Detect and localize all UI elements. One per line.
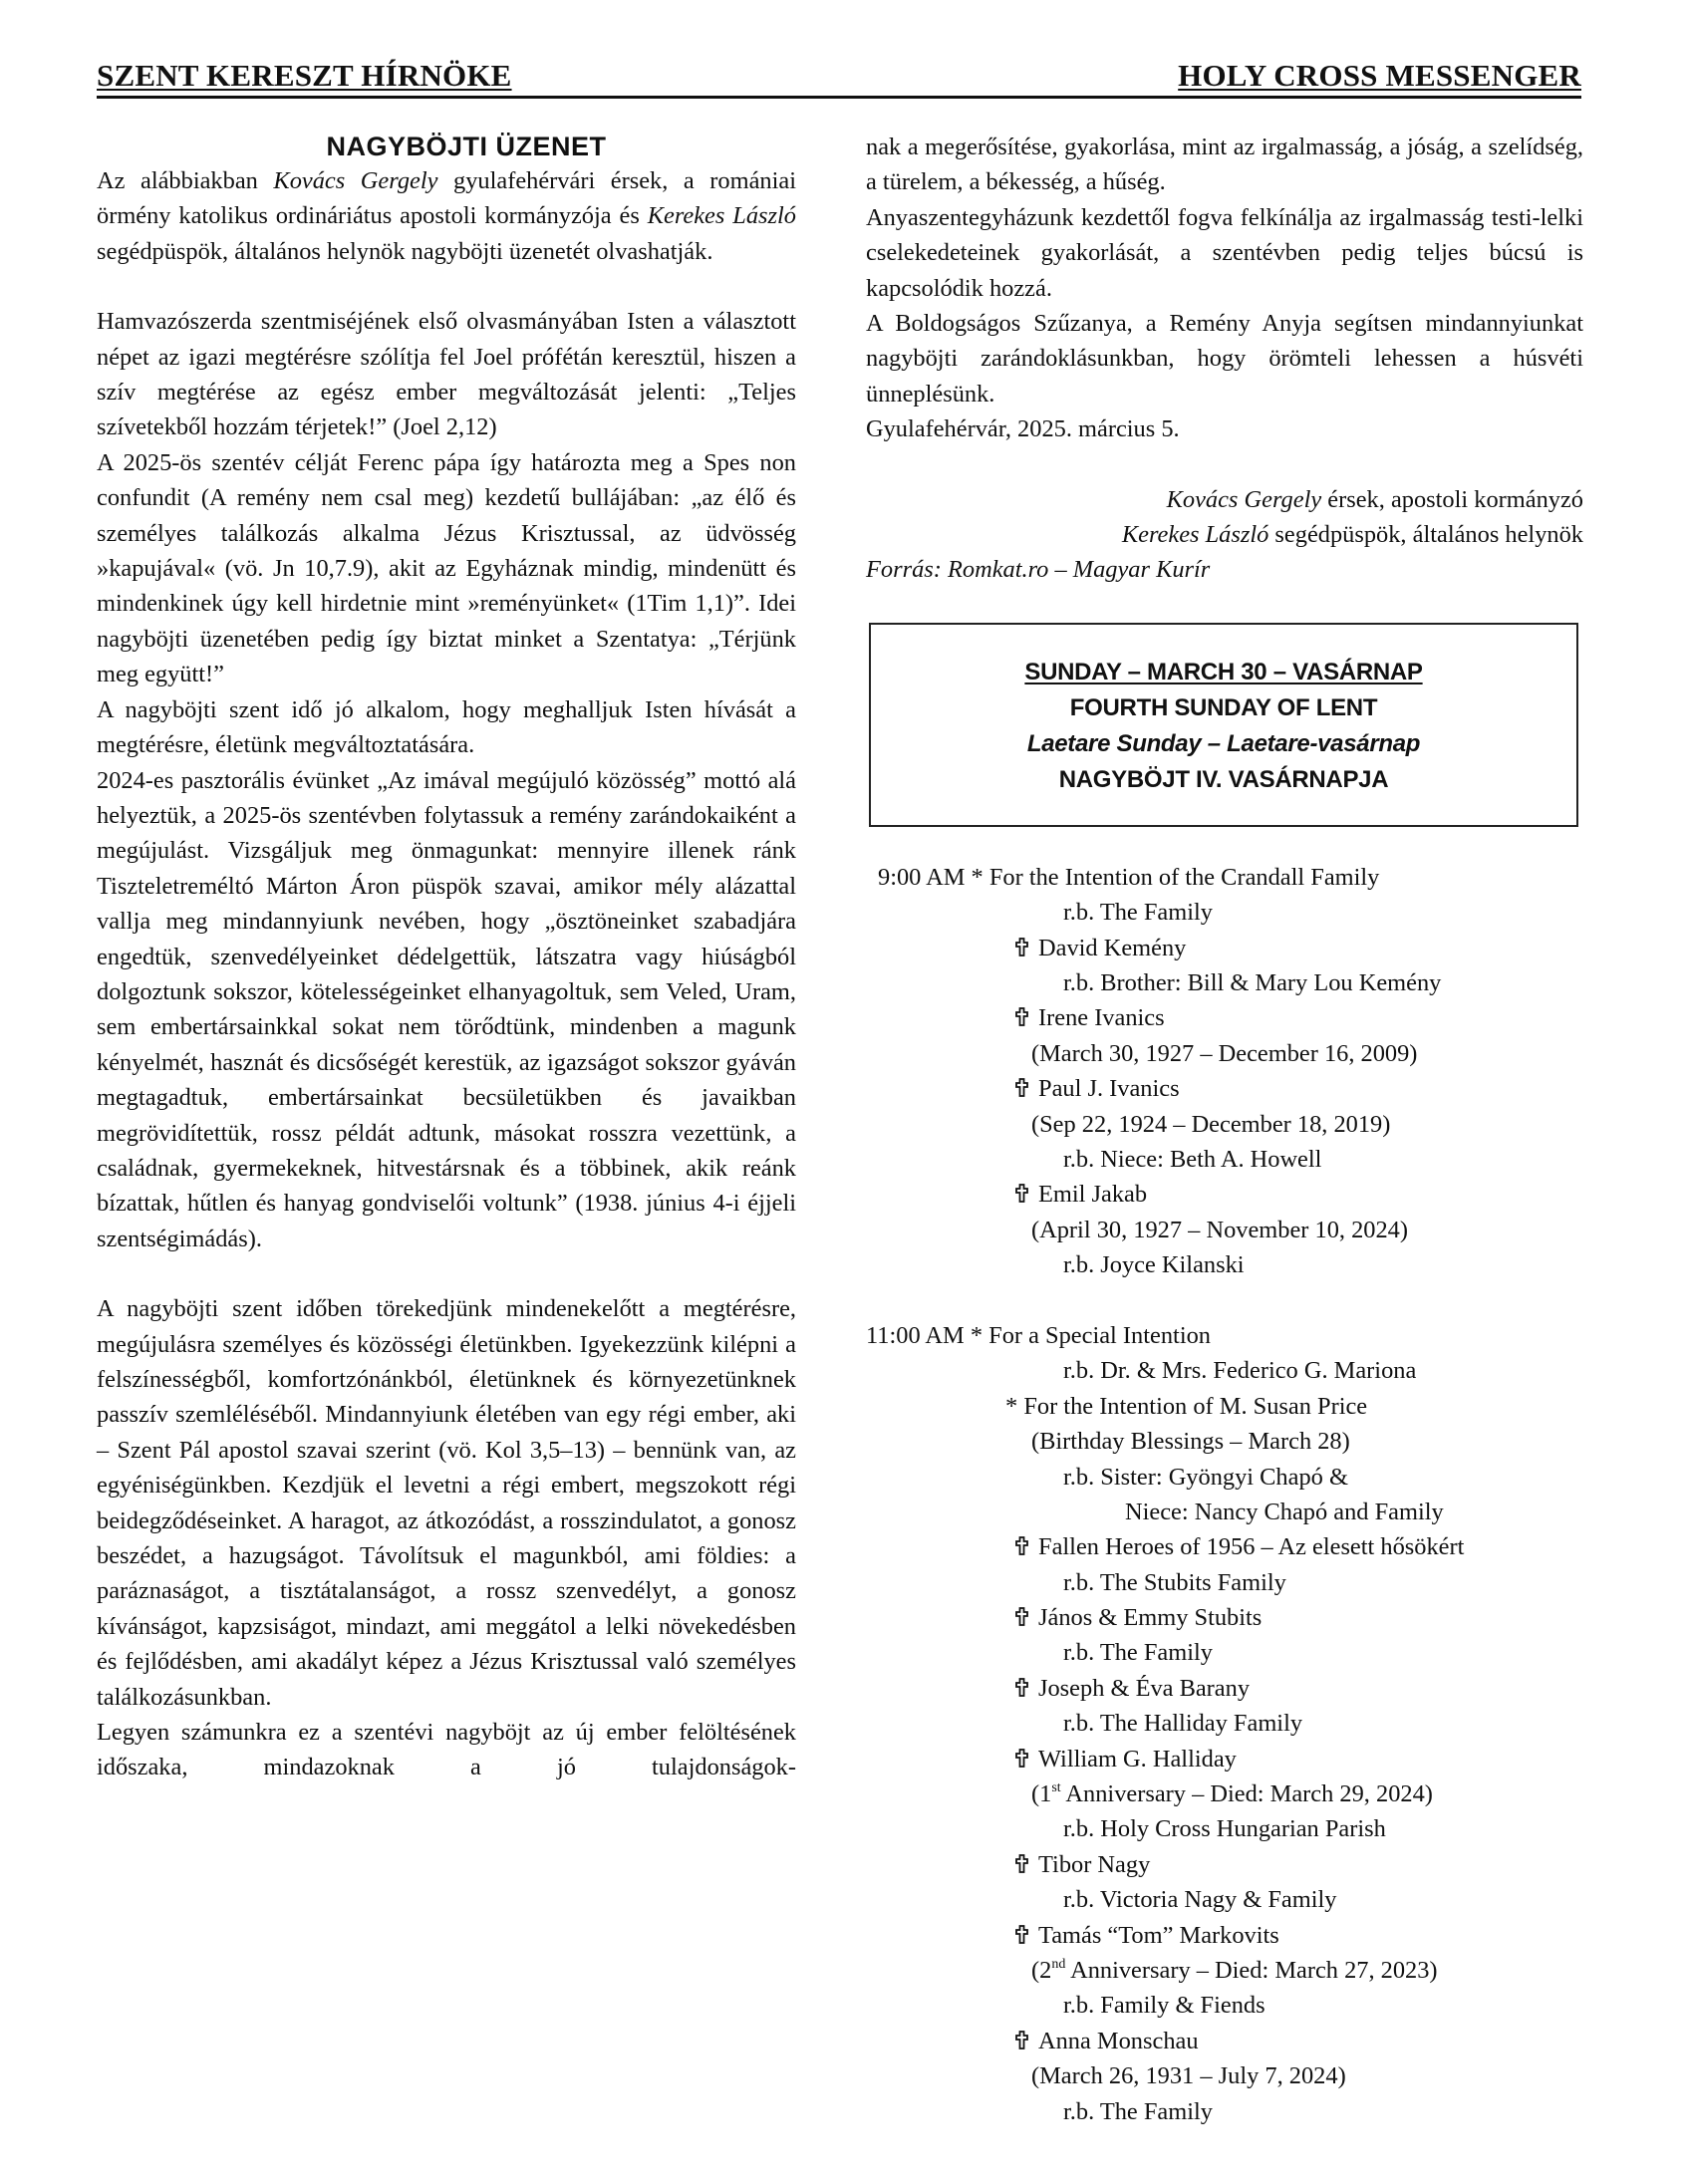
requested-by-text: r.b. Brother: Bill & Mary Lou Kemény xyxy=(1063,969,1442,997)
article-paragraph: A Boldogságos Szűzanya, a Remény Anyja segítsen mindannyiunkat nagyböjti zarándoklásunkban, hogy örömteli lehessen a húsvéti ünneplésünk. xyxy=(866,310,1583,408)
liturgy-feast-hungarian: NAGYBÖJT IV. VASÁRNAPJA xyxy=(1058,765,1389,793)
requested-by xyxy=(866,1495,1583,1529)
requested-by-text: r.b. Joyce Kilanski xyxy=(1063,1251,1245,1279)
requested-by-text: r.b. Victoria Nagy & Family xyxy=(1063,1886,1337,1914)
deceased-entry xyxy=(866,1918,1583,1953)
signatory-name: Kerekes László xyxy=(1121,521,1269,549)
deceased-entry xyxy=(866,2024,1583,2058)
masthead-title-english: HOLY CROSS MESSENGER xyxy=(1178,58,1581,93)
signature xyxy=(866,517,1583,552)
liturgy-feast-english: FOURTH SUNDAY OF LENT xyxy=(1069,693,1378,721)
life-dates xyxy=(866,2058,1583,2093)
deceased-entry xyxy=(866,1600,1583,1635)
signatory-name: Kovács Gergely xyxy=(1166,485,1322,513)
source-credit: Forrás: Romkat.ro – Magyar Kurír xyxy=(866,556,1211,584)
deceased-name: Irene Ivanics xyxy=(1038,1004,1165,1032)
deceased-entry xyxy=(866,1529,1583,1564)
ordinal-suffix: nd xyxy=(1051,1956,1066,1972)
deceased-entry xyxy=(866,1071,1583,1106)
requested-by-text: r.b. The Halliday Family xyxy=(1063,1710,1303,1738)
deceased-name: János & Emmy Stubits xyxy=(1038,1604,1263,1632)
anniversary-text: Anniversary – Died: March 29, 2024) xyxy=(1060,1780,1433,1808)
intro-text: Az alábbiakban xyxy=(97,167,274,194)
deceased-name: Joseph & Éva Barany xyxy=(1038,1674,1251,1702)
article-paragraph: A nagyböjti szent időben törekedjünk mindenekelőtt a megtérésre, megújulásra személyes és közösségi életünkben. Igyekezzünk kilépni a felszínességből, komfortzónánkból, életünknek és környezetünknek passzív szemléléséből. Mindannyiunk életében van egy régi ember, aki – Szent Pál apostol szavai szerint (vö. Kol 3,5–13) – bennünk van, az egyéniségünkben. Kezdjük el levetni a régi embert, megszokott régi beidegződéseinket. A haragot, az átkozódást, a rosszindulatot, a gonosz beszédet, a hazugságot. Távolítsuk el magunkból, ami földies: a paráznaságot, a tisztátalanságot, a rossz szenvedélyt, a gonosz kívánságot, kapzsiságot, mindazt, ami meggátol a lelki növekedésben és fejlődésben, ami akadályt képez a Jézus Krisztussal való személyes találkozásunkban. xyxy=(97,1295,796,1711)
intention-text: For the Intention of the Crandall Family xyxy=(988,863,1380,891)
liturgy-box xyxy=(869,623,1578,827)
article-paragraph: A nagyböjti szent idő jó alkalom, hogy meghalljuk Isten hívását a megtérésre, életünk megváltoztatására. xyxy=(97,695,796,759)
requested-by xyxy=(866,2094,1583,2129)
article-title: NAGYBÖJTI ÜZENET xyxy=(326,132,607,161)
right-column xyxy=(866,130,1583,2129)
latin-cross-icon xyxy=(1015,1854,1028,1873)
intention-marker: * xyxy=(970,1321,984,1349)
intro-text: gyulafehérvári érsek, a romániai örmény katolikus ordináriátus apostoli kormányzója és xyxy=(97,167,797,230)
life-dates xyxy=(866,1213,1583,1247)
requested-by xyxy=(866,1635,1583,1670)
liturgy-feast-subtitle: Laetare Sunday – Laetare-vasárnap xyxy=(1026,729,1421,757)
ordinal-suffix: st xyxy=(1051,1780,1061,1796)
latin-cross-icon xyxy=(1015,1678,1028,1697)
masthead-title-hungarian: SZENT KERESZT HÍRNÖKE xyxy=(97,58,512,93)
requested-by xyxy=(866,1811,1583,1846)
latin-cross-icon xyxy=(1015,1607,1028,1626)
intention-text: For the Intention of M. Susan Price xyxy=(1023,1392,1368,1420)
deceased-name: William G. Halliday xyxy=(1038,1745,1237,1773)
liturgy-date: SUNDAY – MARCH 30 – VASÁRNAP xyxy=(1024,658,1423,685)
mass-time-entry xyxy=(866,1318,1583,1353)
mass-time: 11:00 AM xyxy=(866,1321,965,1349)
intention-marker: * xyxy=(1005,1392,1018,1420)
requested-by xyxy=(866,1247,1583,1282)
deceased-entry xyxy=(866,1671,1583,1706)
deceased-entry xyxy=(866,1847,1583,1882)
latin-cross-icon xyxy=(1015,938,1028,956)
signatory-role: érsek, apostoli kormányzó xyxy=(1321,485,1583,513)
deceased-name: Anna Monschau xyxy=(1038,2027,1199,2054)
deceased-entry xyxy=(866,1000,1583,1035)
mass-time: 9:00 AM xyxy=(878,863,966,891)
deceased-name: David Kemény xyxy=(1038,934,1187,961)
deceased-entry xyxy=(866,1177,1583,1212)
latin-cross-icon xyxy=(1015,1536,1028,1555)
latin-cross-icon xyxy=(1015,1749,1028,1768)
requested-by xyxy=(866,1565,1583,1600)
requested-by-text: Niece: Nancy Chapó and Family xyxy=(1125,1498,1444,1525)
article-intro xyxy=(97,163,796,269)
intention-entry xyxy=(866,1389,1583,1424)
article-paragraph: A 2025-ös szentév célját Ferenc pápa így határozta meg a Spes non confundit (A remény nem csal meg) kezdetű bullájában: „az élő és személyes találkozás alkalma Jézus Krisztussal, az üdvösség »kapujával« (vö. Jn 10,7.9), akit az Egyháznak mindig, mindenütt és mindenkinek úgy kell hirdetnie mint »reményünket« (1Tim 1,1)”. Idei nagyböjti üzenetében pedig így biztat minket a Szentatya: „Térjünk meg együtt!” xyxy=(97,448,796,688)
deceased-name: Paul J. Ivanics xyxy=(1038,1075,1180,1103)
requested-by-text: r.b. The Family xyxy=(1063,899,1213,927)
article-paragraph: Legyen számunkra ez a szentévi nagyböjt az új ember felöltésének időszaka, mindazoknak a jó tulajdonságok- xyxy=(97,1719,796,1781)
deceased-entry xyxy=(866,1742,1583,1776)
latin-cross-icon xyxy=(1015,1007,1028,1026)
mass-time-entry xyxy=(866,860,1583,895)
left-column xyxy=(97,130,796,1785)
signature xyxy=(866,482,1583,517)
author-name: Kerekes László xyxy=(647,202,796,230)
requested-by-text: r.b. Holy Cross Hungarian Parish xyxy=(1063,1815,1386,1843)
intention-marker: * xyxy=(971,863,984,891)
life-dates xyxy=(866,1107,1583,1142)
latin-cross-icon xyxy=(1015,2031,1028,2049)
latin-cross-icon xyxy=(1015,1925,1028,1944)
requested-by xyxy=(866,965,1583,1000)
article-paragraph: 2024-es pasztorális évünket „Az imával megújuló közösség” mottó alá helyeztük, a 2025-ös szentévben folytassuk a remény zarándokaiként a megújulást. Vizsgáljuk meg önmagunkat: mennyire illenek ránk Tiszteletreméltó Márton Áron püspök szavai, amikor mély alázattal vallja meg mindannyiunk nevében, hogy „ösztöneinket szabadjára engedtük, szenvedélyeinket dédelgettük, látszatra vagy hiúságból dolgoztunk sokszor, kötelességeinket elhanyagoltuk, sem Veled, Uram, sem embertársainkkal sokat nem törődtünk, mindenben a magunk kényelmét, hasznát és dicsőségét kerestük, az igazságot sokszor gyáván megtagadtuk, embertársainkat becsületükben és javaikban megrövidítettük, rossz példát adtunk, másokat rosszra vezettünk, a családnak, gyermekeknek, hitvestársnak és a többinek, akik reánk bízattak, hűtlen és hanyag gondviselői voltunk” (1938. június 4-i éjjeli szentségimádás). xyxy=(97,766,796,1252)
life-dates-text: (March 26, 1931 – July 7, 2024) xyxy=(1031,2062,1346,2090)
requested-by xyxy=(866,1142,1583,1177)
requested-by-text: r.b. The Family xyxy=(1063,1639,1213,1667)
deceased-name: Fallen Heroes of 1956 – Az elesett hősökért xyxy=(1038,1533,1465,1561)
life-dates xyxy=(866,1424,1583,1459)
spacer xyxy=(866,1283,1583,1318)
masthead xyxy=(97,58,1581,99)
anniversary-note xyxy=(866,1953,1583,1988)
deceased-name: Emil Jakab xyxy=(1038,1181,1148,1209)
requested-by xyxy=(866,1353,1583,1388)
requested-by-text: r.b. The Stubits Family xyxy=(1063,1568,1286,1596)
intro-text: segédpüspök, általános helynök nagyböjti üzenetét olvashatják. xyxy=(97,237,713,265)
author-name: Kovács Gergely xyxy=(273,167,438,194)
requested-by-text: r.b. Family & Fiends xyxy=(1063,1992,1265,2020)
signatory-role: segédpüspök, általános helynök xyxy=(1268,521,1583,549)
requested-by-text: r.b. Niece: Beth A. Howell xyxy=(1063,1146,1322,1173)
article-paragraph: Anyaszentegyházunk kezdettől fogva felkínálja az irgalmasság testi-lelki cselekedeteinek gyakorlását, a szentévben pedig teljes búcsú is kapcsolódik hozzá. xyxy=(866,203,1583,302)
requested-by-text: r.b. Dr. & Mrs. Federico G. Mariona xyxy=(1063,1357,1417,1385)
life-dates-text: (April 30, 1927 – November 10, 2024) xyxy=(1031,1216,1408,1243)
anniversary-text: Anniversary – Died: March 27, 2023) xyxy=(1065,1956,1438,1984)
mass-schedule xyxy=(866,860,1583,2129)
life-dates-text: (Birthday Blessings – March 28) xyxy=(1031,1428,1350,1456)
life-dates-text: (March 30, 1927 – December 16, 2009) xyxy=(1031,1039,1418,1067)
requested-by xyxy=(866,1882,1583,1917)
deceased-entry xyxy=(866,931,1583,965)
anniversary-text: (1 xyxy=(1031,1780,1052,1808)
life-dates-text: (Sep 22, 1924 – December 18, 2019) xyxy=(1031,1110,1391,1138)
deceased-name: Tamás “Tom” Markovits xyxy=(1038,1921,1279,1949)
intention-text: For a Special Intention xyxy=(988,1321,1211,1349)
requested-by xyxy=(866,1706,1583,1741)
life-dates xyxy=(866,1036,1583,1071)
requested-by-text: r.b. The Family xyxy=(1063,2097,1213,2125)
article-paragraph: nak a megerősítése, gyakorlása, mint az irgalmasság, a jóság, a szelídség, a türelem, a békesség, a hűség. xyxy=(866,134,1583,196)
anniversary-text: (2 xyxy=(1031,1956,1052,1984)
dateline: Gyulafehérvár, 2025. március 5. xyxy=(866,415,1180,443)
latin-cross-icon xyxy=(1015,1184,1028,1203)
anniversary-note xyxy=(866,1776,1583,1811)
requested-by xyxy=(866,1460,1583,1495)
requested-by xyxy=(866,895,1583,930)
latin-cross-icon xyxy=(1015,1078,1028,1097)
requested-by xyxy=(866,1988,1583,2023)
article-paragraph: Hamvazószerda szentmiséjének első olvasmányában Isten a választott népet az igazi megtérésre szólítja fel Joel prófétán keresztül, hiszen a szív megtérése az egész ember megváltozását jelenti: „Teljes szívetekből hozzám térjetek!” (Joel 2,12) xyxy=(97,308,796,441)
requested-by-text: r.b. Sister: Gyöngyi Chapó & xyxy=(1063,1463,1348,1491)
deceased-name: Tibor Nagy xyxy=(1038,1850,1151,1878)
